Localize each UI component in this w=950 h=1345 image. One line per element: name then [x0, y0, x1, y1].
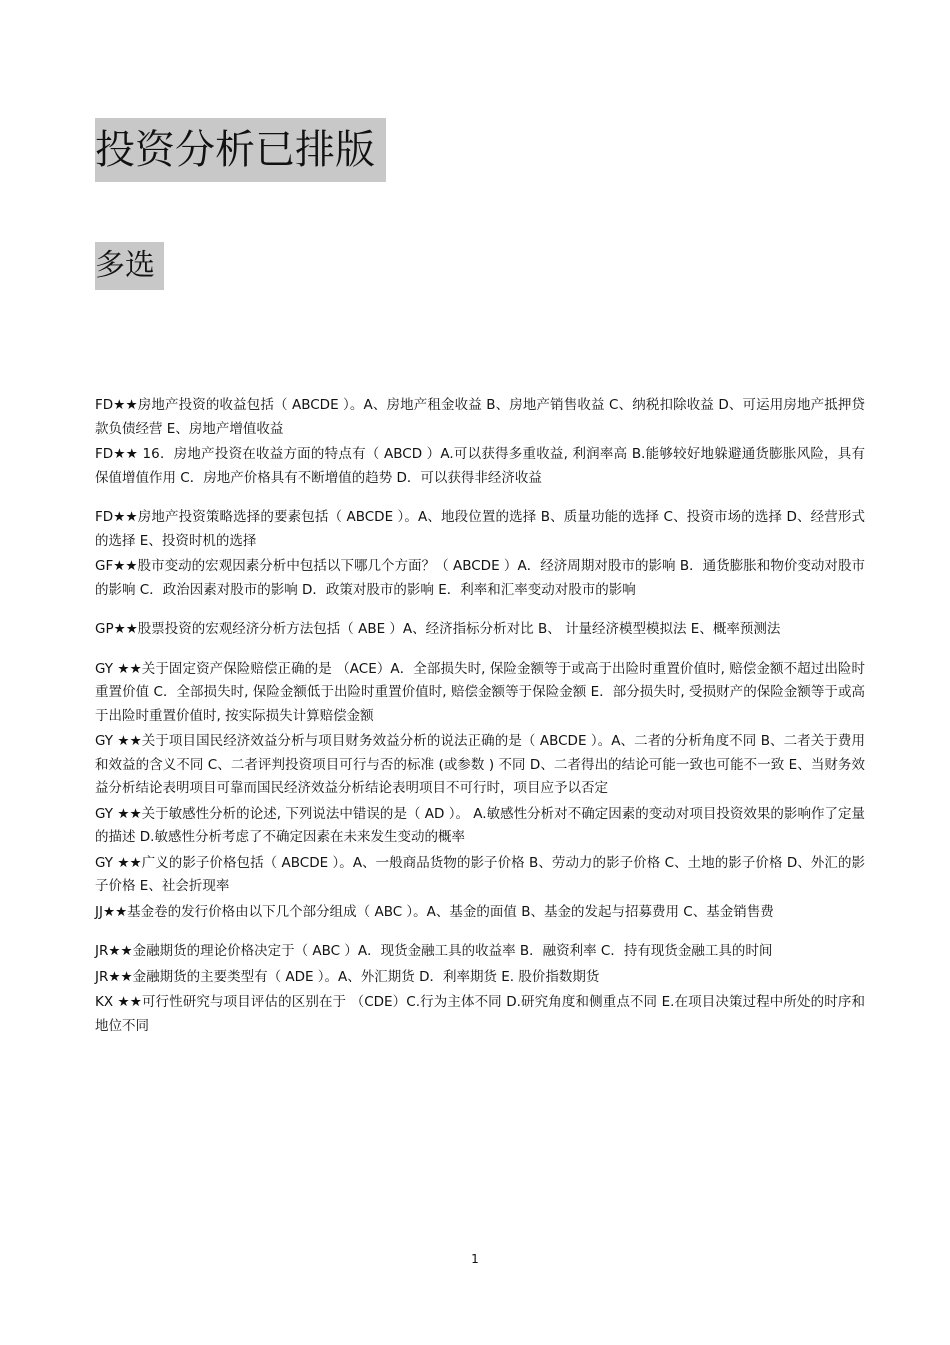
- question-item: GY ★★关于固定资产保险赔偿正确的是 （ACE）A．全部损失时, 保险金额等于或高于出险时重置价值时, 赔偿金额不超过出险时重置价值 C．全部损失时, 保险金额低于出险时重置价值时, 赔偿金额等于保险金额 E．部分损失时, 受损财产的保险金额等于或高于出险时重置价值时, 按实际损失计算赔偿金额: [95, 660, 865, 724]
- document-title: 投资分析已排版: [95, 118, 386, 182]
- question-list: [95, 394, 865, 1038]
- question-item: GY ★★关于项目国民经济效益分析与项目财务效益分析的说法正确的是（ ABCDE ）。A、二者的分析角度不同 B、二者关于费用和效益的含义不同 C、二者评判投资项目可行与否的标准 (或参数 ) 不同 D、二者得出的结论可能一致也可能不一致 E、当财务效益分析结论表明项目可靠而国民经济效益分析结论表明项目不可行时，项目应予以否定: [95, 733, 865, 796]
- question-item: FD★★房地产投资策略选择的要素包括（ ABCDE ）。A、地段位置的选择 B、质量功能的选择 C、投资市场的选择 D、经营形式的选择 E、投资时机的选择: [95, 509, 865, 549]
- question-item: FD★★ 16．房地产投资在收益方面的特点有（ ABCD ）A.可以获得多重收益, 利润率高 B.能够较好地躲避通货膨胀风险，具有保值增值作用 C．房地产价格具有不断增值的趋势 D．可以获得非经济收益: [95, 446, 865, 486]
- page-number: 1: [471, 1252, 479, 1266]
- question-item: GY ★★关于敏感性分析的论述, 下列说法中错误的是（ AD ）。 A.敏感性分析对不确定因素的变动对项目投资效果的影响作了定量的描述 D.敏感性分析考虑了不确定因素在未来发生变动的概率: [95, 805, 865, 845]
- question-item: KX ★★可行性研究与项目评估的区别在于 （CDE）C.行为主体不同 D.研究角度和侧重点不同 E.在项目决策过程中所处的时序和地位不同: [95, 994, 865, 1034]
- question-item: GP★★股票投资的宏观经济分析方法包括（ ABE ）A、经济指标分析对比 B、 计量经济模型模拟法 E、概率预测法: [95, 621, 781, 637]
- section-heading: 多选: [95, 242, 164, 290]
- question-item: FD★★房地产投资的收益包括（ ABCDE ）。A、房地产租金收益 B、房地产销售收益 C、纳税扣除收益 D、可运用房地产抵押贷款负债经营 E、房地产增值收益: [95, 397, 865, 437]
- question-item: JR★★金融期货的理论价格决定于（ ABC ）A．现货金融工具的收益率 B．融资利率 C．持有现货金融工具的时间: [95, 943, 773, 959]
- question-item: JJ★★基金卷的发行价格由以下几个部分组成（ ABC ）。A、基金的面值 B、基金的发起与招募费用 C、基金销售费: [95, 903, 774, 920]
- question-item: GF★★股市变动的宏观因素分析中包括以下哪几个方面？（ ABCDE ）A．经济周期对股市的影响 B．通货膨胀和物价变动对股市的影响 C．政治因素对股市的影响 D．政策对股市的影响 E．利率和汇率变动对股市的影响: [95, 558, 865, 598]
- question-item: GY ★★广义的影子价格包括（ ABCDE ）。A、一般商品货物的影子价格 B、劳动力的影子价格 C、土地的影子价格 D、外汇的影子价格 E、社会折现率: [95, 854, 865, 894]
- question-item: JR★★金融期货的主要类型有（ ADE ）。A、外汇期货 D．利率期货 E. 股价指数期货: [95, 968, 600, 985]
